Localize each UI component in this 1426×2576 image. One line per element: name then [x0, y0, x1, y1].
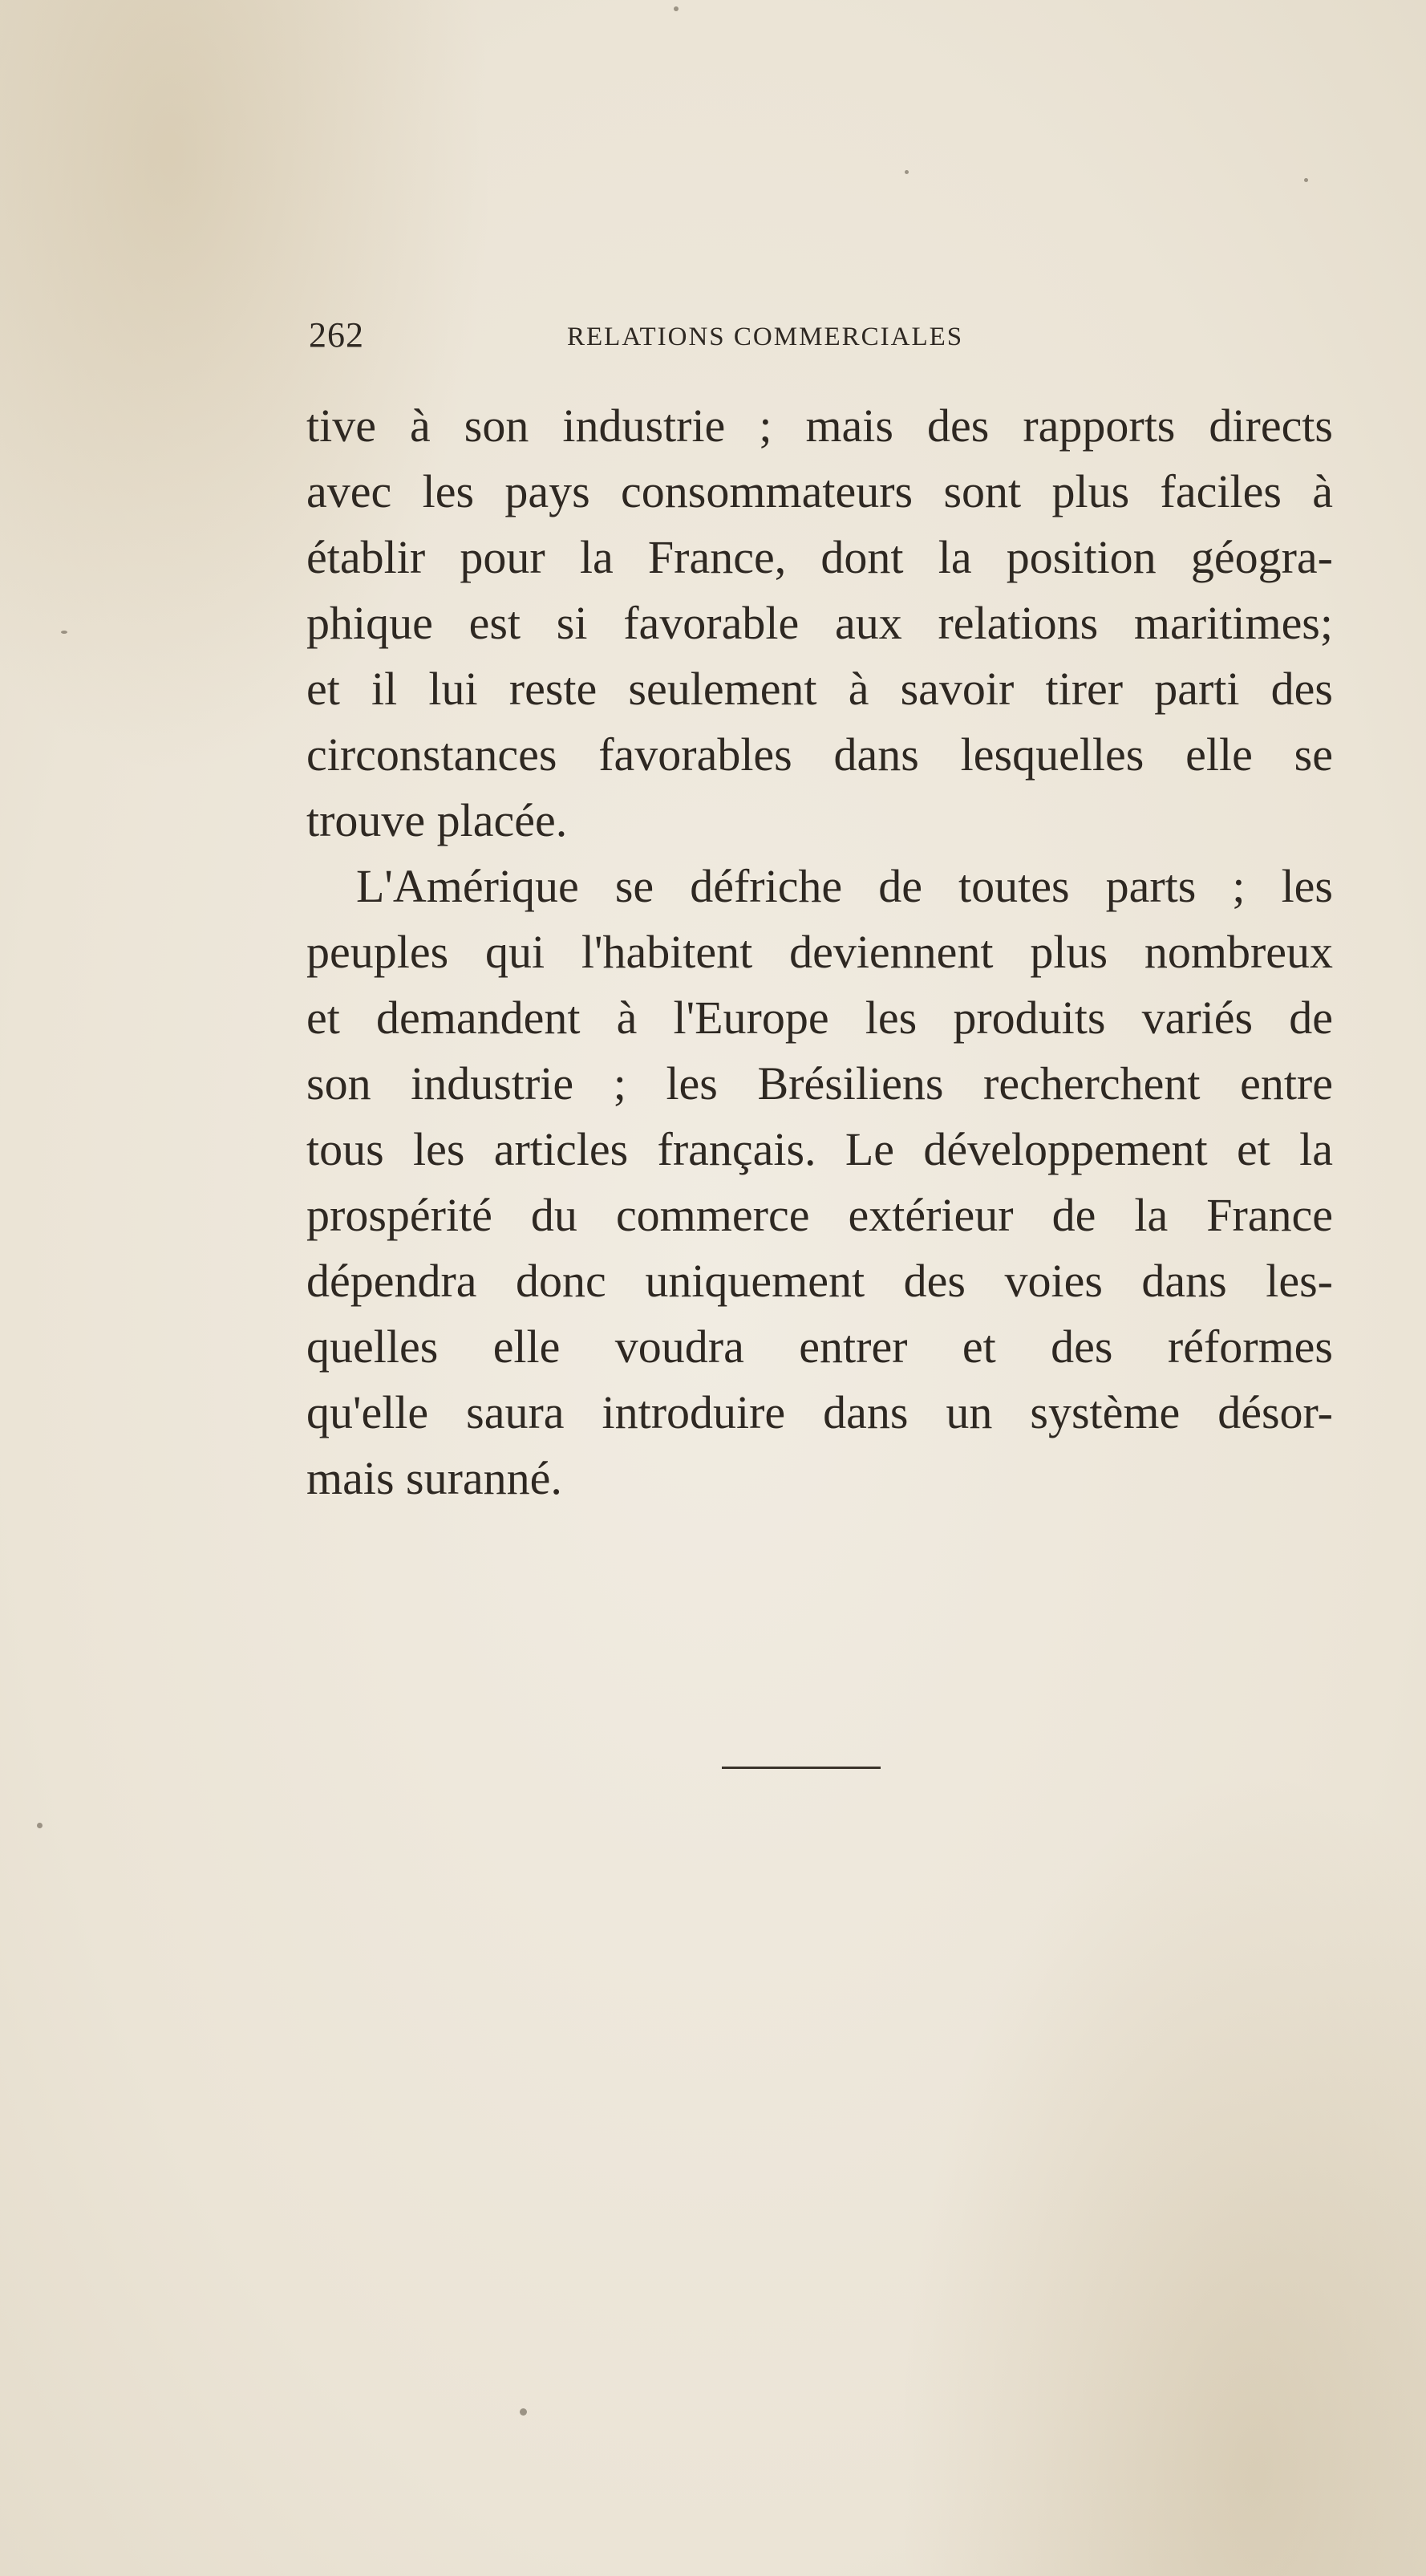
text-line: tive à son industrie ; mais des rapports directs — [306, 400, 1333, 452]
paper-speck — [905, 170, 909, 174]
text-line: phique est si favorable aux relations maritimes; — [306, 597, 1333, 649]
page-header — [309, 314, 1079, 363]
text-line: peuples qui l'habitent deviennent plus nombreux — [306, 926, 1333, 978]
paper-speck — [674, 6, 679, 11]
paper-speck — [1304, 178, 1308, 182]
paper-speck — [61, 631, 67, 634]
text-line: qu'elle saura introduire dans un système désor- — [306, 1386, 1333, 1438]
text-line: avec les pays consommateurs sont plus faciles à — [306, 465, 1333, 517]
running-title: RELATIONS COMMERCIALES — [567, 323, 964, 351]
paragraph — [306, 854, 1333, 1511]
text-line: trouve placée. — [306, 794, 568, 846]
paper-speck — [520, 2408, 527, 2416]
text-line: et il lui reste seulement à savoir tirer parti des — [306, 663, 1333, 715]
page-number: 262 — [309, 315, 364, 355]
body-text — [306, 393, 1333, 1511]
text-line: dépendra donc uniquement des voies dans les- — [306, 1255, 1333, 1307]
text-line: circonstances favorables dans lesquelles elle se — [306, 728, 1333, 781]
end-rule — [722, 1767, 881, 1769]
text-line: et demandent à l'Europe les produits variés de — [306, 992, 1333, 1044]
paragraph — [306, 393, 1333, 854]
text-line: quelles elle voudra entrer et des réformes — [306, 1320, 1333, 1373]
text-line: tous les articles français. Le développement et la — [306, 1123, 1333, 1175]
text-line: L'Amérique se défriche de toutes parts ; les — [356, 860, 1333, 912]
text-line: son industrie ; les Brésiliens recherchent entre — [306, 1057, 1333, 1110]
text-line: mais suranné. — [306, 1452, 562, 1504]
text-line: établir pour la France, dont la position géogra- — [306, 531, 1333, 583]
paper-speck — [37, 1823, 43, 1828]
text-line: prospérité du commerce extérieur de la France — [306, 1189, 1333, 1241]
